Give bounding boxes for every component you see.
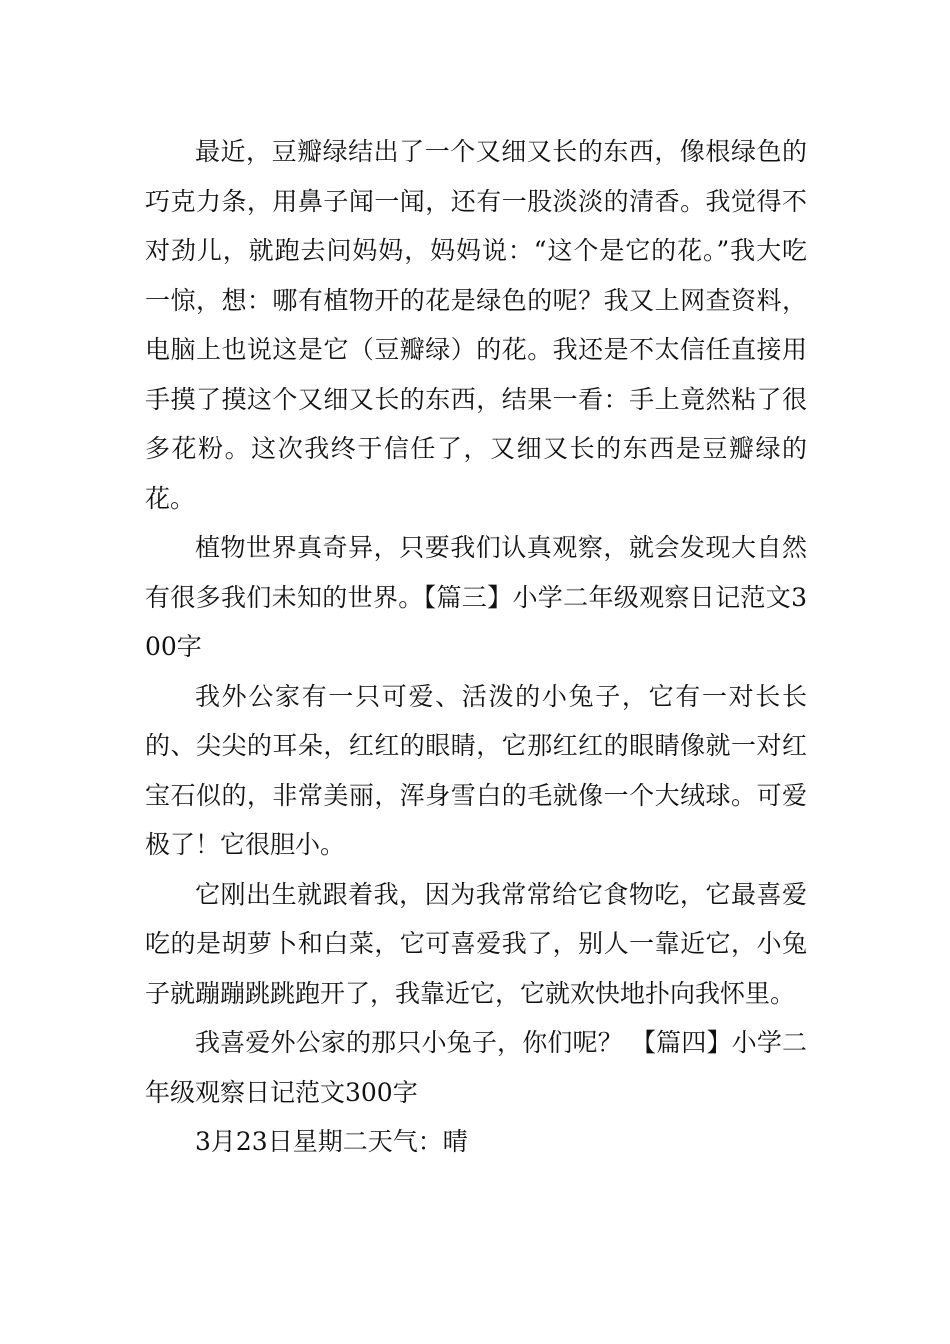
- paragraph-love-rabbit: 我喜爱外公家的那只小兔子，你们呢？ 【篇四】小学二年级观察日记范文300字: [145, 1028, 807, 1107]
- paragraph-diary-date: 3月23日星期二天气：晴: [195, 1127, 468, 1156]
- paragraph-rabbit-behavior: 它刚出生就跟着我，因为我常常给它食物吃，它最喜爱吃的是胡萝卜和白菜，它可喜爱我了，别人一靠近它，小兔子就蹦蹦跳跳跑开了，我靠近它，它就欢快地扑向我怀里。: [145, 879, 807, 1008]
- document-body: [145, 127, 807, 1167]
- paragraph-rabbit-description: 我外公家有一只可爱、活泼的小兔子，它有一对长长的、尖尖的耳朵，红红的眼睛，它那红红的眼睛像就一对红宝石似的，非常美丽，浑身雪白的毛就像一个大绒球。可爱极了！它很胆小。: [145, 681, 807, 859]
- paragraph-plant-world: 植物世界真奇异，只要我们认真观察，就会发现大自然有很多我们未知的世界。【篇三】小学二年级观察日记范文300字: [145, 533, 807, 661]
- paragraph-doubanlv-flower: 最近，豆瓣绿结出了一个又细又长的东西，像根绿色的巧克力条，用鼻子闻一闻，还有一股淡淡的清香。我觉得不对劲儿，就跑去问妈妈，妈妈说：“这个是它的花。”我大吃一惊，想：哪有植物开的花是绿色的呢？我又上网查资料，电脑上也说这是它（豆瓣绿）的花。我还是不太信任直接用手摸了摸这个又细又长的东西，结果一看：手上竟然粘了很多花粉。这次我终于信任了，又细又长的东西是豆瓣绿的花。: [145, 137, 807, 513]
